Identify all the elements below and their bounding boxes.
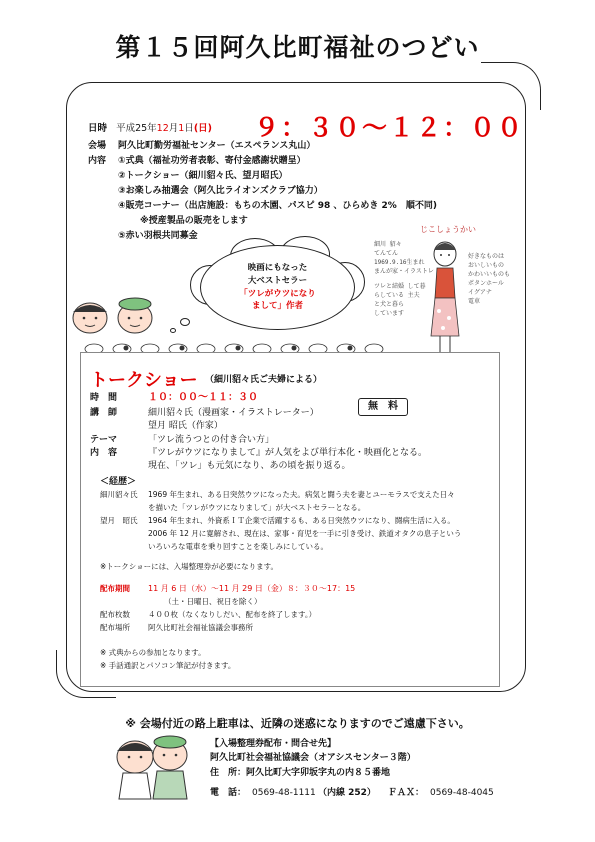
venue-label: 会場 — [88, 141, 107, 151]
history-text: 2006 年 12 月に寛解され、現在は、家事・育児を一手に引き受け、鉄道オタクの息子という — [148, 529, 462, 538]
speaker-2: 望月 昭氏（作家） — [148, 421, 223, 431]
couple-bottom-illustration-icon — [105, 733, 200, 801]
page-title: 第１５回阿久比町福祉のつどい — [115, 33, 480, 62]
program-item: ③お楽しみ抽選会（阿久比ライオンズクラブ協力） — [118, 186, 323, 196]
note-2: ※ 手話通訳とパソコン筆記が付きます。 — [100, 661, 236, 670]
venue: 阿久比町勤労福祉センター（エスペランス丸山） — [118, 141, 316, 151]
program-item: ⑤赤い羽根共同募金 — [118, 231, 198, 241]
talk-time-label: 時 間 — [90, 393, 118, 403]
dist-count-label: 配布枚数 — [100, 610, 130, 619]
cloud-text: 映画にもなった 大ベストセラー 「ツレがウツになり まして」作者 — [239, 263, 316, 312]
contact-heading: 【入場整理券配布・問合せ先】 — [210, 739, 337, 749]
dist-period-label: 配布期間 — [100, 584, 130, 593]
program-note: ※授産製品の販売をします — [140, 216, 248, 226]
dist-period: 11 月 6 日（水）～11 月 29 日（金）８：３０～17：15 — [148, 584, 356, 593]
note-1: ※ 式典からの参加となります。 — [100, 648, 206, 657]
program-item: ②トークショー（細川貂々氏、望月昭氏） — [118, 171, 288, 181]
history-text: いろいろな電車を乗り回すことを楽しみにしている。 — [148, 542, 328, 551]
couple-illustration-icon — [65, 290, 175, 340]
program-item: ④販売コーナー（出店施設：もちの木園、パスピ 98 、ひらめき 2% 順不同) — [118, 201, 437, 211]
content-label: 内容 — [88, 156, 107, 166]
ticket-note: ※トークショーには、入場整理券が必要になります。 — [100, 562, 279, 571]
free-badge: 無 料 — [358, 398, 408, 416]
talkshow-subtitle: （細川貂々氏ご夫婦による） — [205, 375, 323, 385]
history-text: 1969 年生まれ、ある日突然ウツになった夫。病気と闘う夫を妻とユーモラスで支えた日々 — [148, 490, 455, 499]
theme: 「ツレ流うつとの付き合い方」 — [148, 435, 275, 445]
theme-label: テーマ — [90, 435, 118, 445]
event-time: ９：３０～１２：００ — [254, 113, 525, 142]
contact-fax-label: ＦＡＸ： — [388, 788, 425, 798]
talk-content-1: 『ツレがウツになりまして』が人気をよび単行本化・映画化となる。 — [148, 448, 428, 458]
dist-place-label: 配布場所 — [100, 623, 130, 632]
contact-ext: （内線 252） — [318, 788, 376, 798]
contact-address: 住 所：阿久比町大字卯坂字丸の内８５番地 — [210, 768, 391, 778]
history-name: 細川貂々氏 — [100, 490, 138, 499]
history-text: を描いた「ツレがウツになりまして」が大ベストセラーとなる。 — [148, 503, 366, 512]
frame-corner-top-right — [481, 62, 541, 110]
cloud-tail — [180, 318, 190, 326]
dist-count: ４００枚（なくなりしだい、配布を終了します。） — [148, 610, 317, 619]
contact-fax: 0569-48-4045 — [430, 788, 494, 798]
talk-content-2: 現在、「ツレ」も元気になり、あの頃を振り返る。 — [148, 461, 351, 471]
contact-tel-label: 電 話： — [210, 788, 247, 798]
speaker-label: 講 師 — [90, 408, 118, 418]
contact-tel: 0569-48-1111 — [252, 788, 316, 798]
event-date: 日時 平成25年12月1日(日) — [88, 123, 213, 134]
talk-time: １０：００～１１：３０ — [148, 392, 258, 403]
history-title: ＜経歴＞ — [100, 477, 137, 487]
parking-notice: ※ 会場付近の路上駐車は、近隣の迷惑になりますのでご遠慮下さい。 — [125, 717, 470, 730]
contact-org: 阿久比町社会福祉協議会（オアシスセンター３階） — [210, 753, 416, 763]
speaker-1: 細川貂々氏（漫画家・イラストレーター） — [148, 408, 319, 418]
history-name: 望月 昭氏 — [100, 516, 138, 525]
profile-header: じこしょうかい — [420, 225, 476, 234]
dist-exclude: （土・日曜日、祝日を除く） — [164, 597, 262, 606]
profile-right-notes: 好きなものは おいしいもの かわいいものも ボタンホール イグアナ 電車 — [468, 253, 511, 305]
history-text: 1964 年生まれ、外資系ＩＴ企業で活躍するも、ある日突然ウツになり、闘病生活に入る。 — [148, 516, 455, 525]
profile-left-notes: 細川 貂々 てんてん 1969.9.16生まれ まんが家・イラストレ ツレと結婚 して暮 らしている 主夫 と犬と暮ら しています — [374, 241, 434, 317]
program-item: ①式典（福祉功労者表彰、寄付金感謝状贈呈） — [118, 156, 306, 166]
talk-content-label: 内 容 — [90, 448, 118, 458]
talkshow-title: トークショー — [90, 370, 198, 391]
dist-place: 阿久比町社会福祉協議会事務所 — [148, 623, 253, 632]
